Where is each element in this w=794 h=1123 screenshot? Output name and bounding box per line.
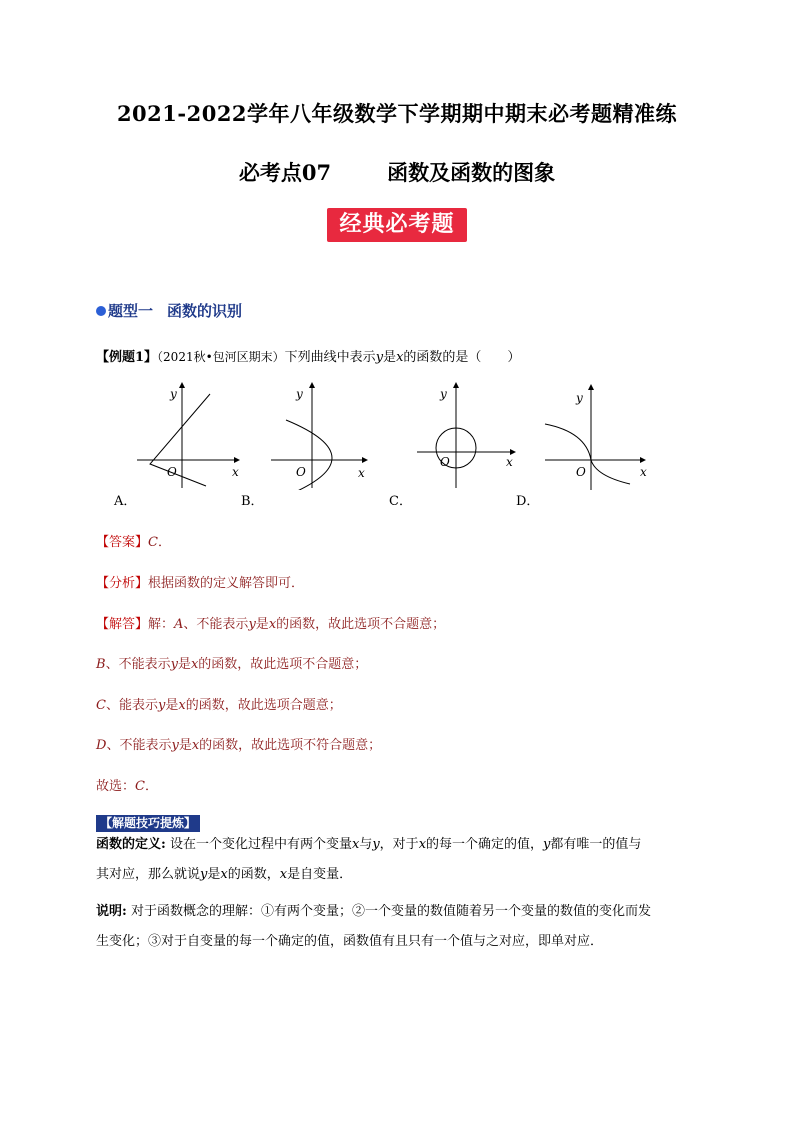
origin-label: O <box>440 455 450 469</box>
option-d-label: D． <box>516 494 540 509</box>
solution-text: 、不能表示 <box>106 738 172 753</box>
definition-text: 与 <box>359 837 373 852</box>
answer-line <box>96 531 171 550</box>
var-y: y <box>157 698 166 713</box>
axis-y-label: y <box>440 387 447 401</box>
option-letter: B <box>96 657 106 672</box>
option-a-label: A． <box>114 494 137 509</box>
axis-y-label: y <box>296 387 303 401</box>
var-y: y <box>372 837 380 852</box>
definition-text: 是 <box>207 867 221 882</box>
analysis-tag: 【分析】 <box>96 576 149 591</box>
solution-tag: 【解答】 <box>96 617 149 632</box>
definition-text: 都有唯一的值与 <box>550 837 642 852</box>
note-label: 说明: <box>96 904 127 919</box>
question-text: 的函数的是（ ） <box>403 350 521 365</box>
origin-label: O <box>167 465 177 479</box>
tips-box: 【解题技巧提炼】 <box>96 815 200 832</box>
option-letter: A <box>174 617 184 632</box>
var-x: x <box>268 617 277 632</box>
var-y: y <box>248 617 256 632</box>
axis-y-label: y <box>576 391 583 405</box>
var-x: x <box>220 867 228 882</box>
origin-label: O <box>576 465 586 479</box>
definition-paragraph <box>96 830 700 890</box>
solution-line-3 <box>96 694 342 713</box>
solution-text: 、能表示 <box>105 698 158 713</box>
solution-line-4 <box>96 734 381 753</box>
solution-text: 的函数，故此选项不合题意； <box>198 657 368 672</box>
bullet-dot-icon <box>96 306 106 316</box>
question-text: 是 <box>383 350 397 365</box>
solution-text: 的函数，故此选项不合题意； <box>276 617 446 632</box>
analysis-line <box>96 572 304 591</box>
var-x: x <box>418 837 427 852</box>
option-b-label: B． <box>241 494 264 509</box>
solution-line-1 <box>96 613 445 632</box>
final-end: ． <box>144 779 158 794</box>
definition-text: 的函数， <box>227 867 280 882</box>
classic-badge: 经典必考题 <box>327 208 467 242</box>
final-answer-line <box>96 775 158 794</box>
definition-text: 的每一个确定的值， <box>426 837 544 852</box>
var-x: x <box>178 698 186 713</box>
solution-text: 是 <box>177 657 191 672</box>
var-y: y <box>171 738 179 753</box>
document-title: 2021-2022学年八年级数学下学期期中期末必考题精准练 <box>116 101 678 126</box>
question-text: 下列曲线中表示 <box>284 350 376 365</box>
answer-value: C <box>148 535 158 550</box>
solution-text: 、不能表示 <box>183 617 249 632</box>
var-x: x <box>351 837 360 852</box>
var-y: y <box>375 350 384 365</box>
graph-c <box>412 380 522 490</box>
var-y: y <box>200 867 208 882</box>
option-letter: C <box>96 698 106 713</box>
option-c-label: C． <box>389 494 412 509</box>
definition-line-2 <box>96 860 700 890</box>
definition-text: 其对应，那么就说 <box>96 867 201 882</box>
note-line-1 <box>96 897 700 927</box>
note-paragraph <box>96 897 700 957</box>
section-heading <box>96 300 242 321</box>
subtitle-point: 必考点07 <box>238 160 332 185</box>
subtitle-topic: 函数及函数的图象 <box>387 160 556 185</box>
definition-text: 设在一个变化过程中有两个变量 <box>165 837 352 852</box>
example-source: （2021秋•包河区期末） <box>157 350 285 364</box>
axis-x-label: x <box>358 466 365 480</box>
note-line-2: 生变化；③对于自变量的每一个确定的值，函数值有且只有一个值与之对应，即单对应． <box>96 934 604 949</box>
definition-text: 是自变量． <box>287 867 353 882</box>
graph-d <box>540 380 652 490</box>
example-tag: 【例题1】 <box>96 350 158 365</box>
solution-text: 是 <box>165 698 179 713</box>
var-x: x <box>190 657 199 672</box>
axis-x-label: x <box>640 465 647 479</box>
definition-label: 函数的定义: <box>96 837 166 852</box>
origin-label: O <box>296 465 306 479</box>
final-prefix: 故选： <box>96 779 136 794</box>
definition-line-1 <box>96 830 700 860</box>
graph-b <box>266 380 376 490</box>
axis-y-label: y <box>170 387 177 401</box>
example-question <box>96 346 520 365</box>
solution-text: 是 <box>255 617 269 632</box>
section-name: 函数的识别 <box>167 302 243 320</box>
graph-a <box>132 380 242 490</box>
solution-text: 、不能表示 <box>105 657 171 672</box>
var-x: x <box>279 867 288 882</box>
var-x: x <box>191 738 200 753</box>
answer-tag: 【答案】 <box>96 535 149 550</box>
solution-text: 是 <box>178 738 192 753</box>
var-y: y <box>170 657 178 672</box>
final-letter: C <box>135 779 145 794</box>
axis-x-label: x <box>506 455 513 469</box>
solution-text: 的函数，故此选项合题意； <box>185 698 342 713</box>
definition-text: ，对于 <box>379 837 419 852</box>
solution-lead: 解： <box>148 617 175 632</box>
note-text: 对于函数概念的理解：①有两个变量；②一个变量的数值随着另一个变量的数值的变化而发 <box>126 904 651 919</box>
solution-text: 的函数，故此选项不符合题意； <box>199 738 382 753</box>
document-subtitle <box>0 157 794 187</box>
axis-x-label: x <box>232 465 239 479</box>
option-letter: D <box>96 738 107 753</box>
var-y: y <box>543 837 551 852</box>
analysis-text: 根据函数的定义解答即可． <box>148 576 305 591</box>
answer-end: ． <box>157 535 171 550</box>
section-label: 题型一 <box>108 302 154 320</box>
var-x: x <box>396 350 404 365</box>
solution-line-2 <box>96 653 367 672</box>
